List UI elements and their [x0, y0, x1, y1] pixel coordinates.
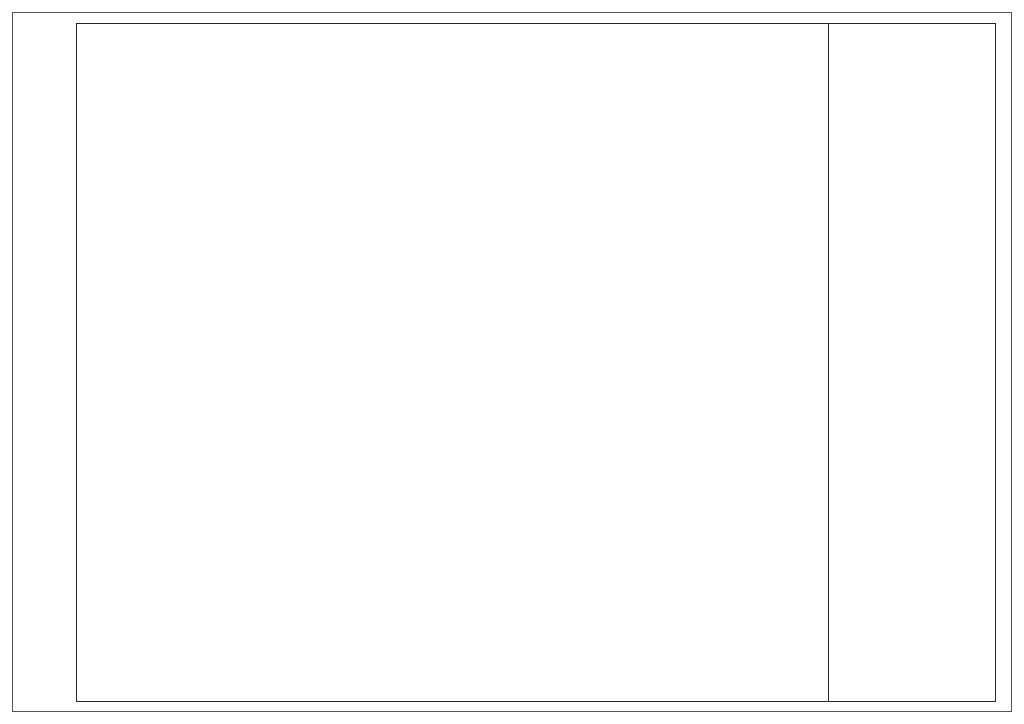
title-block — [828, 23, 996, 702]
